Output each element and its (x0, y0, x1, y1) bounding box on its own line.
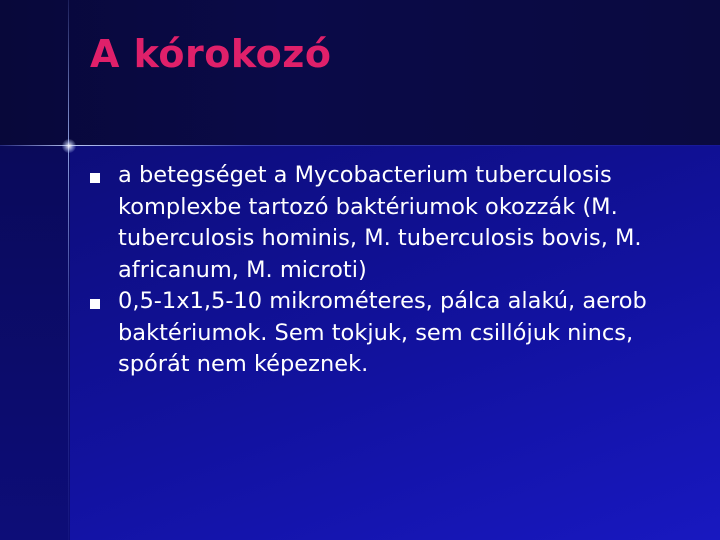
slide-title: A kórokozó (90, 32, 332, 76)
bullet-text: a betegséget a Mycobacterium tuberculosis komplexbe tartozó baktériumok okozzák (M. tuberculosis hominis, M. tuberculosis bovis, M. africanum, M. microti) (118, 162, 642, 283)
bullet-text: 0,5-1x1,5-10 mikrométeres, pálca alakú, aerob baktériumok. Sem tokjuk, sem csillójuk nincs, spórát nem képeznek. (118, 288, 647, 377)
sparkle-icon (62, 139, 76, 153)
bullet-item (88, 286, 688, 381)
vertical-guide-line (68, 0, 69, 540)
square-bullet-icon (90, 173, 100, 183)
left-band (0, 145, 70, 540)
bullet-list (88, 160, 688, 381)
square-bullet-icon (90, 299, 100, 309)
horizontal-guide-line (0, 145, 720, 146)
bullet-item (88, 160, 688, 286)
